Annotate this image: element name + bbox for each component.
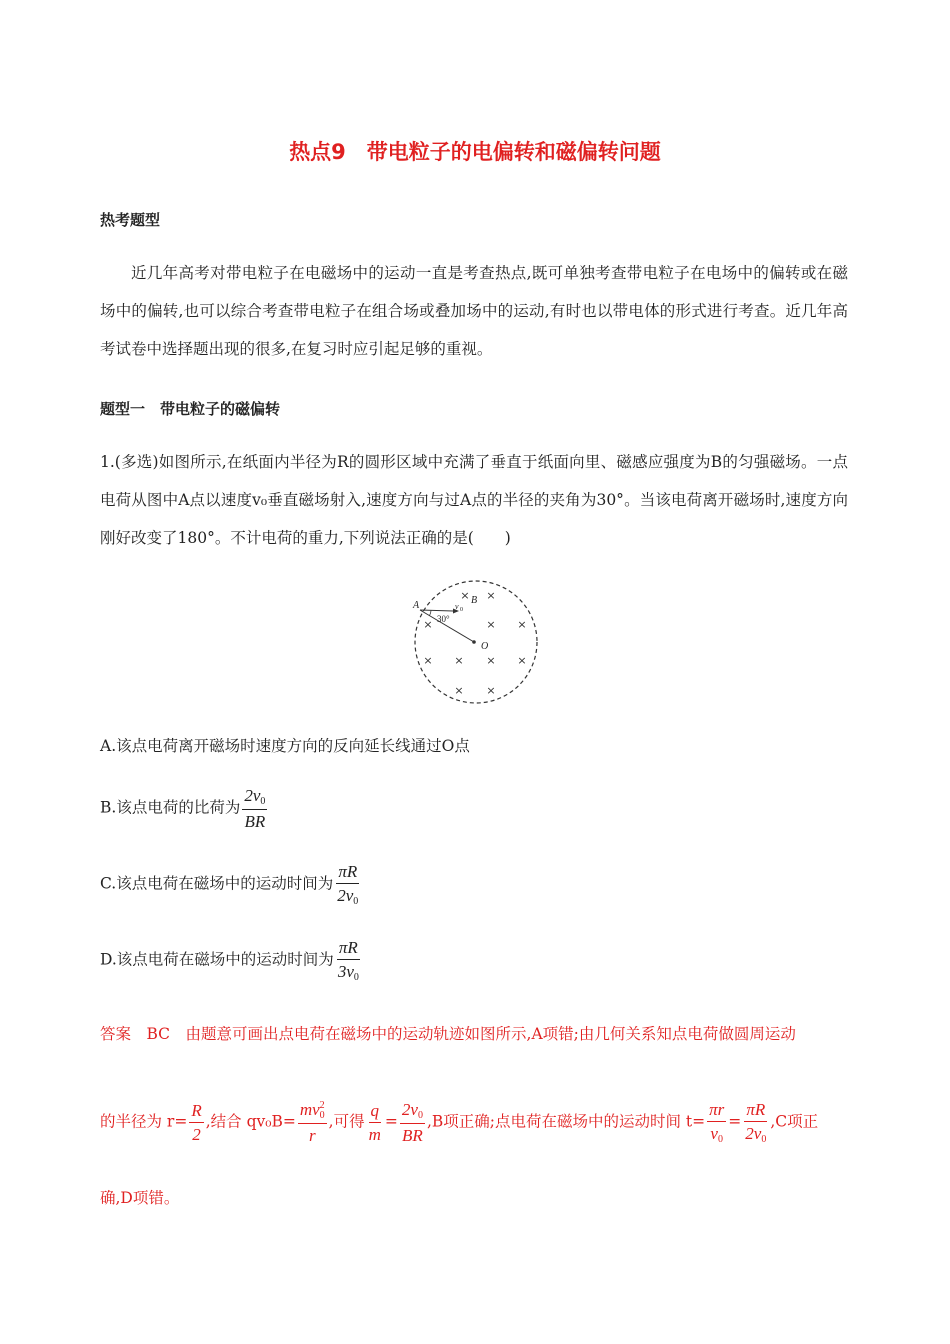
option-c-denominator: 2v — [337, 885, 354, 905]
field-b-label: B — [471, 595, 478, 606]
force-denominator: r — [308, 1125, 316, 1145]
angle-label: 30° — [437, 614, 450, 624]
answer-line-3: 确,D项错。 — [100, 1189, 180, 1207]
option-c-text: C.该点电荷在磁场中的运动时间为 — [100, 874, 334, 893]
cross-mark: × — [486, 618, 496, 631]
answer-line-1: 答案 BC 由题意可画出点电荷在磁场中的运动轨迹如图所示,A项错;由几何关系知点电荷做圆周运动 — [100, 1025, 796, 1043]
charge-mass-fraction — [367, 1101, 383, 1144]
option-c — [100, 862, 362, 907]
option-c-numerator: πR — [336, 862, 359, 884]
cross-mark: × — [454, 684, 464, 697]
cross-mark: × — [423, 654, 433, 667]
cross-mark: × — [486, 589, 496, 602]
option-c-fraction — [335, 862, 360, 907]
cross-mark: × — [486, 684, 496, 697]
radius-numerator: R — [189, 1101, 203, 1123]
option-d-text: D.该点电荷在磁场中的运动时间为 — [100, 950, 334, 969]
cross-mark: × — [454, 654, 464, 667]
option-b — [100, 786, 269, 831]
center-o-label: O — [481, 641, 489, 652]
cross-mark: × — [423, 618, 433, 631]
question-type-heading: 题型一 带电粒子的磁偏转 — [100, 400, 281, 418]
time-fraction-2 — [743, 1100, 768, 1145]
intro-paragraph: 近几年高考对带电粒子在电磁场中的运动一直是考查热点,既可单独考查带电粒子在电场中的偏转或在磁场中的偏转,也可以综合考查带电粒子在组合场或叠加场中的运动,有时也以带电体的形式进行考查。近几年高考试卷中选择题出现的很多,在复习时应引起足够的重视。 — [100, 264, 848, 358]
radius-fraction — [189, 1101, 203, 1144]
option-d-fraction — [336, 938, 361, 983]
charge-numerator: q — [369, 1101, 382, 1123]
time-fraction-1 — [707, 1100, 726, 1145]
magnetic-field-figure — [408, 578, 544, 706]
time2-denominator-sub: 0 — [761, 1133, 767, 1145]
time1-denominator-sub: 0 — [717, 1133, 723, 1145]
radius-denominator: 2 — [192, 1124, 201, 1144]
option-d-denominator: 3v — [337, 961, 354, 981]
force-numerator: mv — [299, 1100, 320, 1119]
answer-text: ,B项正确;点电荷在磁场中的运动时间 t= — [426, 1112, 706, 1131]
page-title: 热点9 带电粒子的电偏转和磁偏转问题 — [289, 140, 661, 164]
option-d — [100, 938, 363, 983]
angle-arc — [430, 611, 432, 616]
answer-text: ,C项正 — [770, 1112, 819, 1131]
center-dot — [472, 640, 476, 644]
option-b-denominator: BR — [244, 811, 266, 831]
option-c-denominator-sub: 0 — [353, 895, 359, 907]
ratio-denominator: BR — [402, 1125, 423, 1145]
section-heading: 热考题型 — [100, 211, 161, 229]
option-d-numerator: πR — [337, 938, 360, 960]
answer-text: 的半径为 r= — [100, 1112, 188, 1131]
option-b-numerator-sub: 0 — [260, 796, 266, 807]
option-a: A.该点电荷离开磁场时速度方向的反向延长线通过O点 — [100, 737, 470, 755]
equals-sign: = — [728, 1112, 742, 1131]
force-numerator-sub: 0 — [319, 1110, 325, 1121]
time1-numerator: πr — [707, 1100, 726, 1122]
cross-mark: × — [460, 589, 470, 602]
ratio-numerator: 2v — [401, 1100, 418, 1119]
time2-numerator: πR — [744, 1100, 767, 1122]
question-text: 1.(多选)如图所示,在纸面内半径为R的圆形区域中充满了垂直于纸面向里、磁感应强度为B的匀强磁场。一点电荷从图中A点以速度v₀垂直磁场射入,速度方向与过A点的半径的夹角为30°。当该电荷离开磁场时,速度方向刚好改变了180°。不计电荷的重力,下列说法正确的是( ) — [100, 453, 848, 547]
velocity-subscript: 0 — [460, 607, 463, 613]
answer-text: ,结合 qv₀B= — [205, 1112, 296, 1131]
point-a-label: A — [413, 600, 420, 611]
force-fraction — [298, 1100, 327, 1145]
ratio-fraction — [400, 1100, 425, 1145]
time1-denominator: v — [710, 1123, 718, 1143]
ratio-numerator-sub: 0 — [417, 1110, 423, 1121]
answer-line-2 — [100, 1100, 818, 1145]
velocity-arrow — [420, 610, 453, 611]
answer-text: ,可得 — [328, 1112, 365, 1131]
cross-mark: × — [517, 618, 527, 631]
mass-denominator: m — [368, 1124, 381, 1144]
option-b-text: B.该点电荷的比荷为 — [100, 798, 241, 817]
equals-sign: = — [384, 1112, 398, 1131]
cross-mark: × — [486, 654, 496, 667]
option-b-fraction — [242, 786, 267, 831]
cross-mark: × — [517, 654, 527, 667]
option-d-denominator-sub: 0 — [353, 971, 359, 983]
time2-denominator: 2v — [745, 1123, 762, 1143]
velocity-label: v — [455, 602, 459, 611]
option-b-numerator: 2v — [244, 786, 261, 805]
force-numerator-sup: 2 — [319, 1100, 325, 1111]
